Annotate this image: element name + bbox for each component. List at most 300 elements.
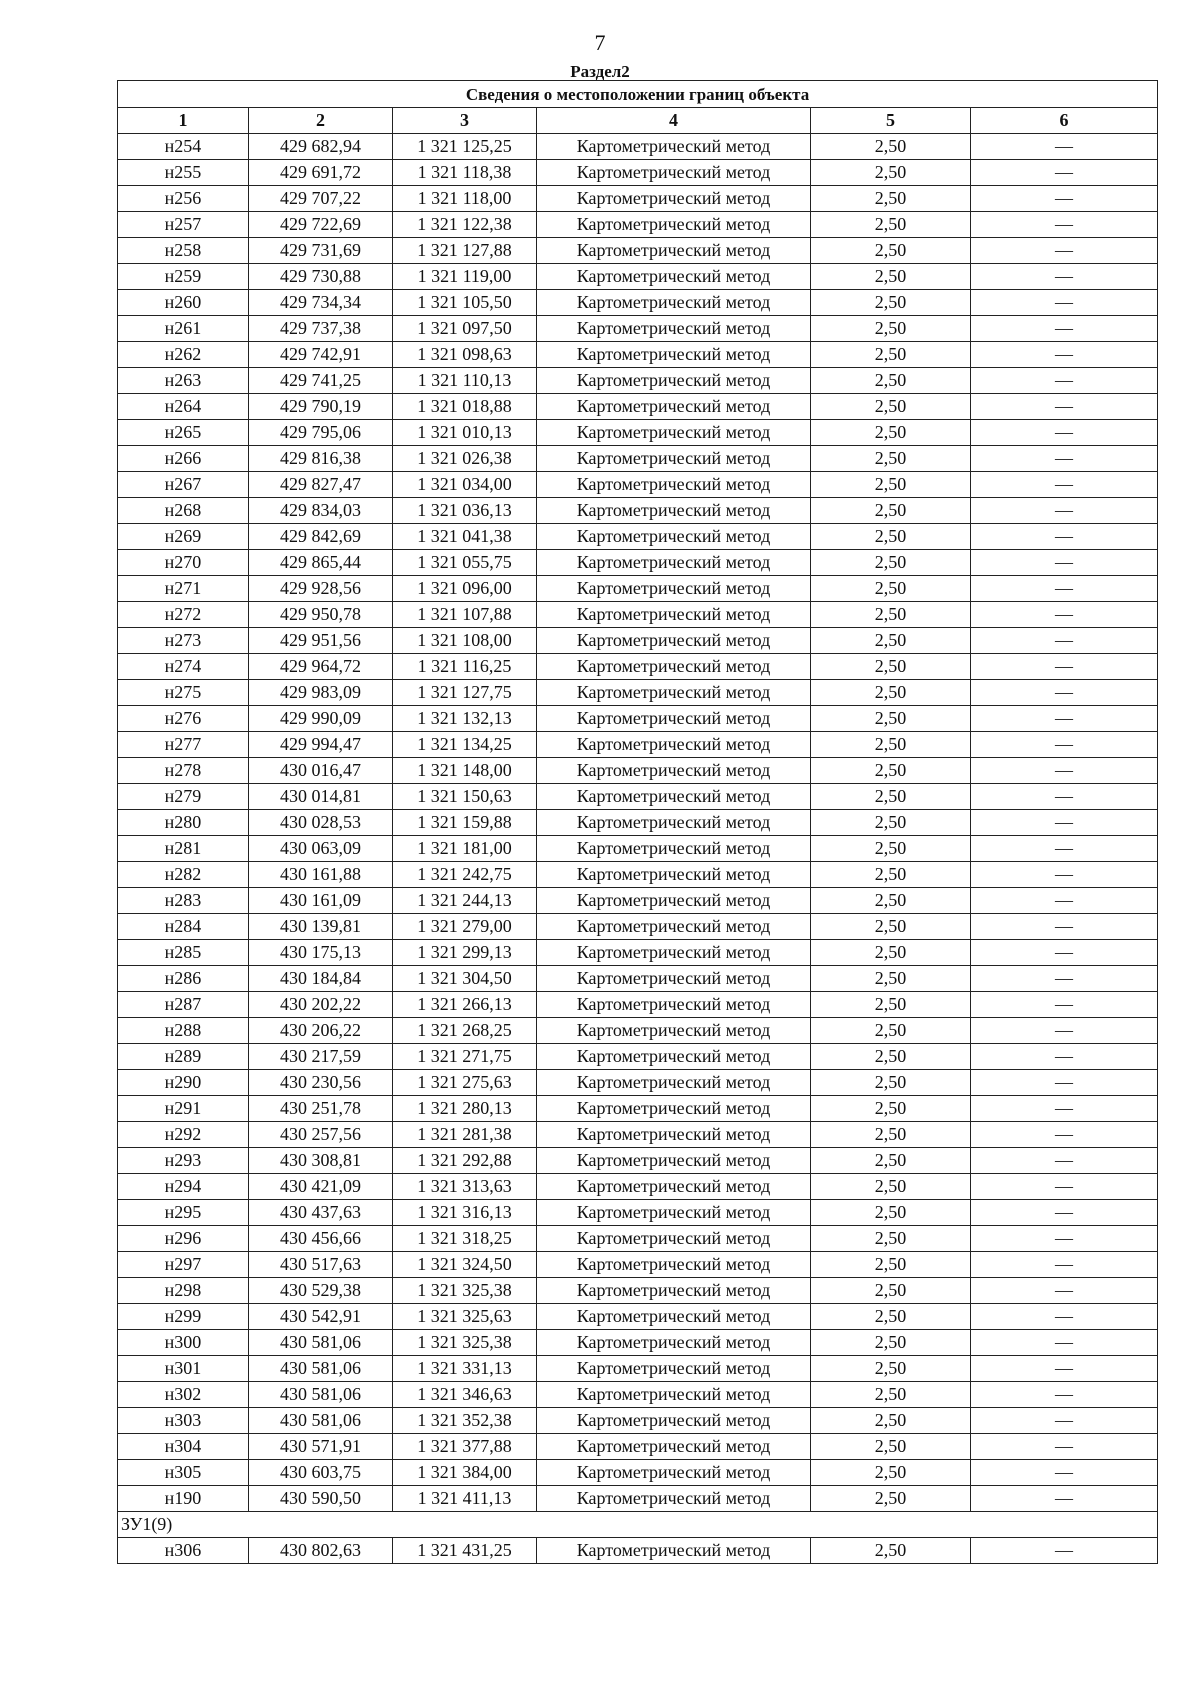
table-cell: Картометрический метод	[537, 316, 811, 342]
table-cell: 2,50	[811, 1278, 971, 1304]
table-cell: 2,50	[811, 1018, 971, 1044]
table-cell: 1 321 125,25	[393, 134, 537, 160]
table-cell: 2,50	[811, 1122, 971, 1148]
table-row	[118, 342, 1158, 368]
table-row	[118, 394, 1158, 420]
table-cell: Картометрический метод	[537, 1408, 811, 1434]
table-row	[118, 1538, 1158, 1564]
table-cell: Картометрический метод	[537, 498, 811, 524]
table-row	[118, 1330, 1158, 1356]
table-cell: Картометрический метод	[537, 524, 811, 550]
table-cell: —	[971, 342, 1158, 368]
table-row	[118, 134, 1158, 160]
table-cell: —	[971, 628, 1158, 654]
table-cell: —	[971, 238, 1158, 264]
table-cell: н267	[118, 472, 249, 498]
table-cell: 1 321 041,38	[393, 524, 537, 550]
table-cell: н271	[118, 576, 249, 602]
table-cell: Картометрический метод	[537, 1122, 811, 1148]
table-cell: 430 251,78	[249, 1096, 393, 1122]
table-cell: 429 741,25	[249, 368, 393, 394]
table-cell: н282	[118, 862, 249, 888]
table-cell: —	[971, 862, 1158, 888]
table-cell: 2,50	[811, 732, 971, 758]
table-row	[118, 602, 1158, 628]
table-cell: н262	[118, 342, 249, 368]
table-cell: 2,50	[811, 1200, 971, 1226]
table-cell: 1 321 279,00	[393, 914, 537, 940]
table-cell: —	[971, 1070, 1158, 1096]
table-cell: н274	[118, 654, 249, 680]
table-cell: —	[971, 654, 1158, 680]
table-row	[118, 732, 1158, 758]
table-cell: 429 742,91	[249, 342, 393, 368]
table-cell: Картометрический метод	[537, 1174, 811, 1200]
table-cell: 2,50	[811, 1382, 971, 1408]
table-cell: Картометрический метод	[537, 134, 811, 160]
table-cell: 429 734,34	[249, 290, 393, 316]
table-cell: н265	[118, 420, 249, 446]
table-cell: Картометрический метод	[537, 992, 811, 1018]
table-row	[118, 862, 1158, 888]
table-cell: 1 321 268,25	[393, 1018, 537, 1044]
table-cell: Картометрический метод	[537, 446, 811, 472]
table-cell: н285	[118, 940, 249, 966]
table-cell: —	[971, 1018, 1158, 1044]
table-cell: Картометрический метод	[537, 576, 811, 602]
table-cell: —	[971, 316, 1158, 342]
table-cell: —	[971, 446, 1158, 472]
table-row	[118, 1460, 1158, 1486]
table-cell: —	[971, 160, 1158, 186]
table-cell: 2,50	[811, 602, 971, 628]
table-row	[118, 784, 1158, 810]
table-row	[118, 368, 1158, 394]
table-cell: 1 321 384,00	[393, 1460, 537, 1486]
table-cell: —	[971, 992, 1158, 1018]
table-cell: Картометрический метод	[537, 368, 811, 394]
table-row	[118, 654, 1158, 680]
table-cell: 1 321 010,13	[393, 420, 537, 446]
table-row	[118, 1096, 1158, 1122]
page-number: 7	[594, 30, 606, 55]
table-cell: 429 865,44	[249, 550, 393, 576]
table-cell: н258	[118, 238, 249, 264]
table-cell: Картометрический метод	[537, 914, 811, 940]
table-row	[118, 810, 1158, 836]
table-row	[118, 1070, 1158, 1096]
table-cell: 430 139,81	[249, 914, 393, 940]
table-cell: —	[971, 1460, 1158, 1486]
table-cell: 1 321 275,63	[393, 1070, 537, 1096]
table-cell: 429 816,38	[249, 446, 393, 472]
table-row	[118, 758, 1158, 784]
table-cell: 2,50	[811, 888, 971, 914]
table-cell: 1 321 097,50	[393, 316, 537, 342]
table-cell: —	[971, 1382, 1158, 1408]
table-cell: 430 014,81	[249, 784, 393, 810]
table-cell: н278	[118, 758, 249, 784]
table-cell: 2,50	[811, 992, 971, 1018]
table-cell: н303	[118, 1408, 249, 1434]
table-cell: 430 571,91	[249, 1434, 393, 1460]
table-cell: Картометрический метод	[537, 1200, 811, 1226]
table-cell: —	[971, 1434, 1158, 1460]
table-cell: 1 321 107,88	[393, 602, 537, 628]
table-cell: н291	[118, 1096, 249, 1122]
table-cell: 1 321 127,88	[393, 238, 537, 264]
table-row	[118, 628, 1158, 654]
table-cell: 1 321 127,75	[393, 680, 537, 706]
table-cell: Картометрический метод	[537, 394, 811, 420]
table-cell: 1 321 325,63	[393, 1304, 537, 1330]
table-cell: н273	[118, 628, 249, 654]
table-cell: Картометрический метод	[537, 186, 811, 212]
table-cell: н276	[118, 706, 249, 732]
table-row	[118, 1226, 1158, 1252]
table-cell: Картометрический метод	[537, 212, 811, 238]
table-cell: 2,50	[811, 498, 971, 524]
table-cell: 1 321 018,88	[393, 394, 537, 420]
table-cell: 430 581,06	[249, 1330, 393, 1356]
table-cell: Картометрический метод	[537, 264, 811, 290]
table-cell: Картометрический метод	[537, 1382, 811, 1408]
table-row	[118, 1044, 1158, 1070]
table-row	[118, 836, 1158, 862]
table-cell: 430 542,91	[249, 1304, 393, 1330]
table-cell: 2,50	[811, 628, 971, 654]
table-cell: —	[971, 836, 1158, 862]
table-cell: Картометрический метод	[537, 1434, 811, 1460]
table-row	[118, 290, 1158, 316]
table-cell: 1 321 116,25	[393, 654, 537, 680]
table-cell: 1 321 034,00	[393, 472, 537, 498]
table-cell: —	[971, 602, 1158, 628]
table-cell: н263	[118, 368, 249, 394]
table-cell: 1 321 119,00	[393, 264, 537, 290]
table-cell: 429 790,19	[249, 394, 393, 420]
table-cell: 2,50	[811, 1330, 971, 1356]
table-cell: 2,50	[811, 810, 971, 836]
table-cell: 1 321 244,13	[393, 888, 537, 914]
table-cell: н264	[118, 394, 249, 420]
table-cell: —	[971, 1356, 1158, 1382]
table-cell: 2,50	[811, 706, 971, 732]
table-cell: Картометрический метод	[537, 342, 811, 368]
table-cell: 1 321 118,00	[393, 186, 537, 212]
table-cell: н300	[118, 1330, 249, 1356]
table-cell: 1 321 098,63	[393, 342, 537, 368]
table-cell: 1 321 150,63	[393, 784, 537, 810]
table-cell: н268	[118, 498, 249, 524]
table-cell: —	[971, 966, 1158, 992]
table-cell: н260	[118, 290, 249, 316]
table-cell: —	[971, 1278, 1158, 1304]
table-cell: 430 603,75	[249, 1460, 393, 1486]
table-cell: н296	[118, 1226, 249, 1252]
table-row	[118, 472, 1158, 498]
table-cell: 429 834,03	[249, 498, 393, 524]
table-cell: —	[971, 1226, 1158, 1252]
table-cell: н305	[118, 1460, 249, 1486]
table-cell: —	[971, 732, 1158, 758]
table-cell: н279	[118, 784, 249, 810]
table-cell: 430 581,06	[249, 1408, 393, 1434]
table-cell: 1 321 148,00	[393, 758, 537, 784]
table-cell: 429 990,09	[249, 706, 393, 732]
table-cell: 430 016,47	[249, 758, 393, 784]
table-cell: 2,50	[811, 264, 971, 290]
table-cell: н297	[118, 1252, 249, 1278]
table-row	[118, 1356, 1158, 1382]
table-cell: Картометрический метод	[537, 1148, 811, 1174]
table-cell: н257	[118, 212, 249, 238]
table-cell: н292	[118, 1122, 249, 1148]
table-row	[118, 498, 1158, 524]
table-cell: —	[971, 680, 1158, 706]
table-cell: 429 722,69	[249, 212, 393, 238]
table-cell: Картометрический метод	[537, 1460, 811, 1486]
table-cell: Картометрический метод	[537, 290, 811, 316]
table-cell: —	[971, 1148, 1158, 1174]
table-cell: —	[971, 706, 1158, 732]
table-cell: —	[971, 1304, 1158, 1330]
table-cell: 1 321 318,25	[393, 1226, 537, 1252]
table-cell: н254	[118, 134, 249, 160]
table-cell: н269	[118, 524, 249, 550]
table-cell: —	[971, 784, 1158, 810]
table-cell: 429 707,22	[249, 186, 393, 212]
group-header-row	[118, 1512, 1158, 1538]
table-cell: 429 964,72	[249, 654, 393, 680]
table-cell: 2,50	[811, 836, 971, 862]
table-cell: н283	[118, 888, 249, 914]
table-cell: Картометрический метод	[537, 940, 811, 966]
table-cell: 2,50	[811, 758, 971, 784]
table-cell: —	[971, 1538, 1158, 1564]
table-cell: 1 321 108,00	[393, 628, 537, 654]
table-cell: н302	[118, 1382, 249, 1408]
table-cell: —	[971, 472, 1158, 498]
table-cell: 2,50	[811, 1226, 971, 1252]
column-number: 6	[971, 108, 1158, 134]
table-row	[118, 1278, 1158, 1304]
column-number-row	[118, 108, 1158, 134]
table-cell: 430 161,09	[249, 888, 393, 914]
table-cell: 2,50	[811, 1408, 971, 1434]
table-cell: —	[971, 1044, 1158, 1070]
table-cell: 2,50	[811, 134, 971, 160]
table-cell: 430 802,63	[249, 1538, 393, 1564]
table-cell: 1 321 325,38	[393, 1330, 537, 1356]
table-cell: н275	[118, 680, 249, 706]
table-row	[118, 966, 1158, 992]
table-cell: Картометрический метод	[537, 238, 811, 264]
table-row	[118, 576, 1158, 602]
table-cell: Картометрический метод	[537, 1304, 811, 1330]
table-cell: —	[971, 290, 1158, 316]
table-cell: н281	[118, 836, 249, 862]
table-cell: 1 321 292,88	[393, 1148, 537, 1174]
table-cell: 2,50	[811, 238, 971, 264]
table-cell: 1 321 281,38	[393, 1122, 537, 1148]
table-cell: Картометрический метод	[537, 1486, 811, 1512]
table-cell: —	[971, 368, 1158, 394]
table-cell: 2,50	[811, 576, 971, 602]
table-row	[118, 186, 1158, 212]
table-cell: 2,50	[811, 290, 971, 316]
table-cell: 430 206,22	[249, 1018, 393, 1044]
table-cell: 2,50	[811, 1096, 971, 1122]
table-cell: н277	[118, 732, 249, 758]
table-cell: н301	[118, 1356, 249, 1382]
table-cell: 429 682,94	[249, 134, 393, 160]
table-cell: н286	[118, 966, 249, 992]
table-cell: 2,50	[811, 420, 971, 446]
table-cell: 2,50	[811, 186, 971, 212]
table-cell: 1 321 316,13	[393, 1200, 537, 1226]
table-cell: 1 321 304,50	[393, 966, 537, 992]
table-cell: 1 321 313,63	[393, 1174, 537, 1200]
table-cell: Картометрический метод	[537, 160, 811, 186]
table-cell: Картометрический метод	[537, 862, 811, 888]
table-cell: 2,50	[811, 1434, 971, 1460]
table-cell: 1 321 181,00	[393, 836, 537, 862]
table-cell: Картометрический метод	[537, 654, 811, 680]
table-cell: —	[971, 186, 1158, 212]
table-cell: н259	[118, 264, 249, 290]
table-cell: н287	[118, 992, 249, 1018]
table-cell: 2,50	[811, 1304, 971, 1330]
table-cell: Картометрический метод	[537, 732, 811, 758]
table-cell: 429 737,38	[249, 316, 393, 342]
table-row	[118, 706, 1158, 732]
table-cell: н261	[118, 316, 249, 342]
table-cell: 1 321 242,75	[393, 862, 537, 888]
table-row	[118, 1486, 1158, 1512]
table-cell: н295	[118, 1200, 249, 1226]
table-cell: 430 184,84	[249, 966, 393, 992]
group-label: ЗУ1(9)	[118, 1512, 1158, 1538]
table-cell: 1 321 132,13	[393, 706, 537, 732]
table-cell: 429 691,72	[249, 160, 393, 186]
table-cell: 2,50	[811, 1460, 971, 1486]
table-cell: Картометрический метод	[537, 1356, 811, 1382]
table-cell: 430 308,81	[249, 1148, 393, 1174]
table-cell: Картометрический метод	[537, 706, 811, 732]
table-row	[118, 1252, 1158, 1278]
table-cell: —	[971, 1252, 1158, 1278]
table-cell: 429 928,56	[249, 576, 393, 602]
table-cell: Картометрический метод	[537, 810, 811, 836]
table-cell: 2,50	[811, 160, 971, 186]
table-cell: 2,50	[811, 446, 971, 472]
table-cell: 2,50	[811, 342, 971, 368]
table-cell: 2,50	[811, 940, 971, 966]
table-cell: н299	[118, 1304, 249, 1330]
table-row	[118, 1408, 1158, 1434]
table-cell: —	[971, 212, 1158, 238]
table-cell: 1 321 096,00	[393, 576, 537, 602]
table-row	[118, 940, 1158, 966]
table-cell: 1 321 299,13	[393, 940, 537, 966]
table-cell: Картометрический метод	[537, 1096, 811, 1122]
table-cell: н270	[118, 550, 249, 576]
table-cell: 1 321 118,38	[393, 160, 537, 186]
table-cell: 429 842,69	[249, 524, 393, 550]
table-cell: Картометрический метод	[537, 550, 811, 576]
table-row	[118, 1174, 1158, 1200]
table-cell: н304	[118, 1434, 249, 1460]
table-cell: 429 730,88	[249, 264, 393, 290]
table-cell: Картометрический метод	[537, 628, 811, 654]
table-row	[118, 160, 1158, 186]
table-cell: 2,50	[811, 966, 971, 992]
table-cell: Картометрический метод	[537, 1070, 811, 1096]
table-cell: н298	[118, 1278, 249, 1304]
table-cell: 2,50	[811, 524, 971, 550]
table-cell: 2,50	[811, 784, 971, 810]
table-cell: н256	[118, 186, 249, 212]
table-row	[118, 264, 1158, 290]
table-cell: Картометрический метод	[537, 888, 811, 914]
table-cell: Картометрический метод	[537, 1044, 811, 1070]
table-cell: 1 321 036,13	[393, 498, 537, 524]
table-cell: 430 230,56	[249, 1070, 393, 1096]
table-caption: Сведения о местоположении границ объекта	[118, 81, 1158, 108]
table-cell: н306	[118, 1538, 249, 1564]
table-cell: Картометрический метод	[537, 966, 811, 992]
table-cell: —	[971, 1174, 1158, 1200]
table-row	[118, 420, 1158, 446]
table-cell: 2,50	[811, 1148, 971, 1174]
table-cell: 2,50	[811, 316, 971, 342]
table-cell: 430 529,38	[249, 1278, 393, 1304]
table-cell: Картометрический метод	[537, 472, 811, 498]
table-cell: 429 994,47	[249, 732, 393, 758]
table-cell: Картометрический метод	[537, 784, 811, 810]
table-row	[118, 992, 1158, 1018]
table-cell: —	[971, 1200, 1158, 1226]
table-cell: н293	[118, 1148, 249, 1174]
table-row	[118, 1122, 1158, 1148]
table-row	[118, 914, 1158, 940]
table-cell: —	[971, 264, 1158, 290]
table-cell: Картометрический метод	[537, 1018, 811, 1044]
table-cell: 1 321 110,13	[393, 368, 537, 394]
table-cell: Картометрический метод	[537, 1252, 811, 1278]
table-cell: 1 321 280,13	[393, 1096, 537, 1122]
table-cell: 429 951,56	[249, 628, 393, 654]
table-row	[118, 1304, 1158, 1330]
table-cell: 430 063,09	[249, 836, 393, 862]
table-cell: —	[971, 1486, 1158, 1512]
table-cell: Картометрический метод	[537, 680, 811, 706]
table-cell: —	[971, 550, 1158, 576]
table-cell: —	[971, 810, 1158, 836]
table-cell: н190	[118, 1486, 249, 1512]
table-cell: 430 456,66	[249, 1226, 393, 1252]
table-row	[118, 446, 1158, 472]
boundary-table	[117, 80, 1158, 1564]
table-row	[118, 1148, 1158, 1174]
table-cell: 2,50	[811, 680, 971, 706]
table-cell: 1 321 266,13	[393, 992, 537, 1018]
table-row	[118, 1018, 1158, 1044]
table-cell: Картометрический метод	[537, 1278, 811, 1304]
table-cell: 1 321 352,38	[393, 1408, 537, 1434]
table-cell: —	[971, 888, 1158, 914]
